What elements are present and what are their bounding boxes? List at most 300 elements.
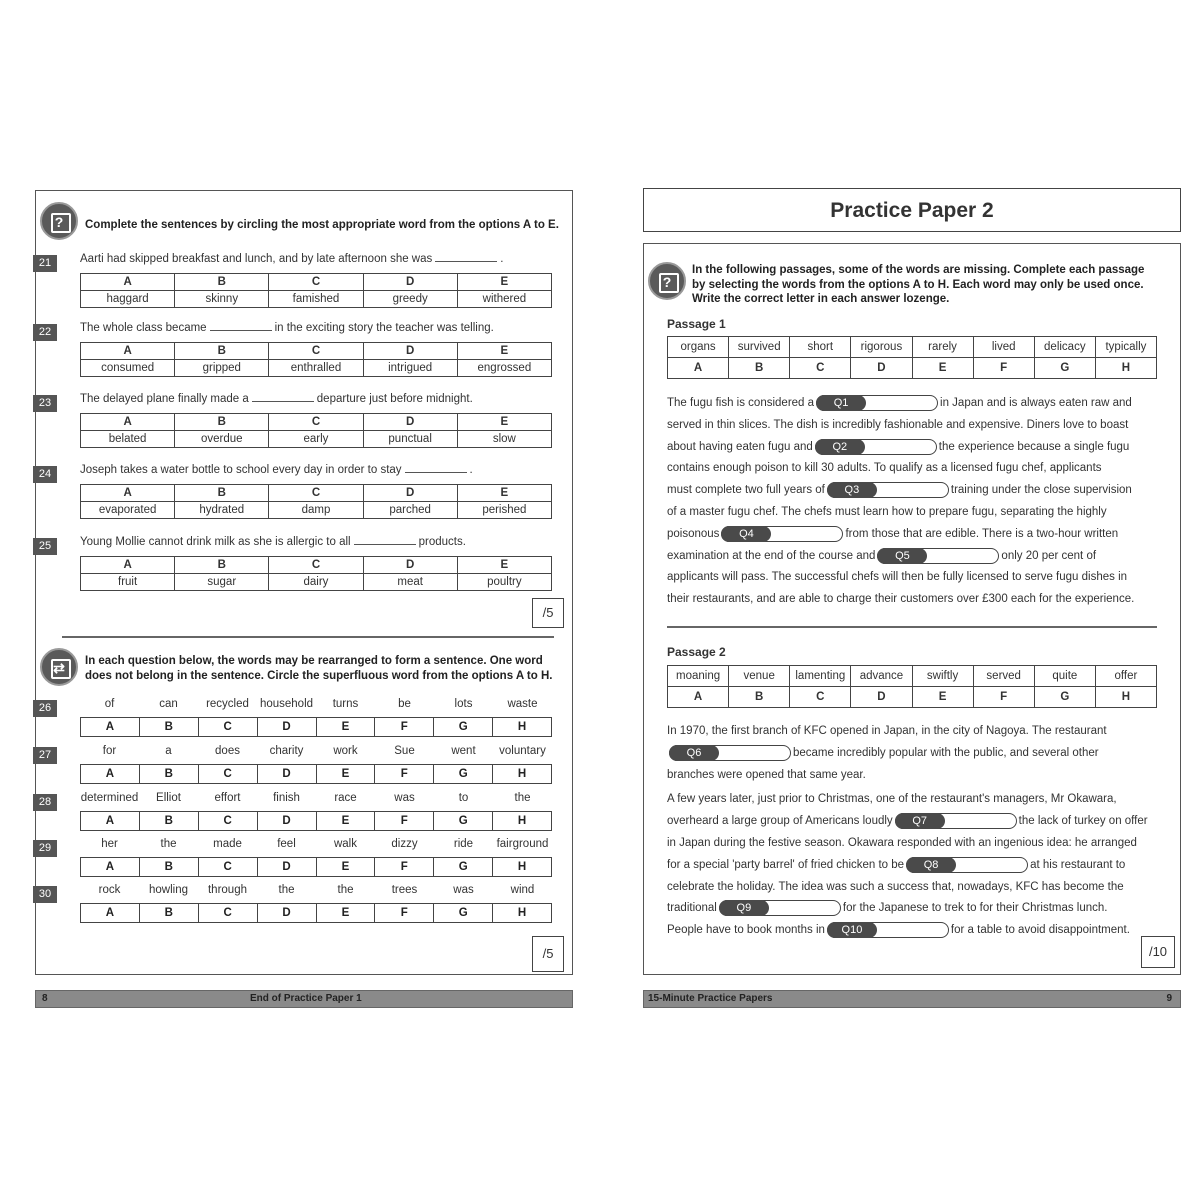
passage-text: at his restaurant to	[1030, 858, 1126, 871]
passage-line	[667, 743, 1162, 765]
word-row	[80, 838, 552, 850]
option-word[interactable]: engrossed	[457, 360, 551, 377]
jumbled-word: dizzy	[391, 838, 418, 850]
jumbled-word: trees	[391, 884, 418, 896]
sentence-start: The whole class became	[80, 322, 207, 334]
answer-lozenge[interactable]	[877, 548, 999, 564]
question-number: 24	[33, 466, 57, 483]
option-letter[interactable]: C	[269, 485, 363, 502]
bank-word: served	[973, 666, 1034, 687]
question-book-icon: ?	[40, 202, 78, 240]
passage-text: overheard a large group of Americans loudly	[667, 815, 893, 828]
sentence-start: Aarti had skipped breakfast and lunch, and by late afternoon she was	[80, 253, 433, 265]
word-row	[80, 698, 552, 710]
bank-word: offer	[1095, 666, 1156, 687]
options-word-row	[81, 360, 552, 377]
question-number: 26	[33, 700, 57, 717]
lozenge-question-label: Q6	[669, 745, 719, 761]
option-letter[interactable]: E	[457, 557, 551, 574]
jumbled-word: recycled	[206, 698, 249, 710]
bank-word: swiftly	[912, 666, 973, 687]
jumbled-word: a	[165, 745, 172, 757]
jumbled-word: determined	[80, 792, 139, 804]
jumbled-word: was	[394, 792, 415, 804]
option-letter[interactable]: A	[81, 557, 175, 574]
left-footer	[35, 990, 573, 1008]
answer-blank	[405, 472, 467, 473]
option-letter[interactable]: G	[434, 904, 493, 923]
bank-word: survived	[729, 337, 790, 358]
option-letter[interactable]: G	[434, 858, 493, 877]
passage-text: must complete two full years of	[667, 484, 825, 497]
options-letter-row	[81, 274, 552, 291]
jumbled-word: of	[104, 698, 115, 710]
options-letter-row	[81, 414, 552, 431]
bank-word: lived	[973, 337, 1034, 358]
option-letter[interactable]: E	[316, 812, 375, 831]
options-letter-row	[81, 343, 552, 360]
option-word[interactable]: perished	[457, 502, 551, 519]
options-word-row	[81, 431, 552, 448]
sentence-start: The delayed plane finally made a	[80, 393, 249, 405]
passage-line	[667, 546, 1162, 568]
letter-options-table	[80, 764, 552, 784]
option-letter[interactable]: G	[434, 765, 493, 784]
option-letter[interactable]: A	[81, 274, 175, 291]
answer-blank	[210, 330, 272, 331]
question-sentence	[80, 464, 473, 476]
jumbled-word: charity	[269, 745, 304, 757]
answer-blank	[252, 401, 314, 402]
letter-options-table	[80, 857, 552, 877]
passage-text: about having eaten fugu and	[667, 440, 813, 453]
option-letter[interactable]: A	[81, 904, 140, 923]
option-word[interactable]: damp	[269, 502, 363, 519]
option-letter[interactable]: E	[316, 904, 375, 923]
passage-line	[667, 502, 1162, 524]
option-word[interactable]: belated	[81, 431, 175, 448]
answer-lozenge[interactable]	[895, 813, 1017, 829]
bank-word-row	[668, 666, 1157, 687]
option-letter[interactable]: D	[363, 343, 457, 360]
lozenge-question-label: Q8	[906, 857, 956, 873]
bank-letter: F	[973, 687, 1034, 708]
option-letter[interactable]: B	[175, 414, 269, 431]
jumbled-word: can	[159, 698, 178, 710]
option-word[interactable]: skinny	[175, 291, 269, 308]
passage-line	[667, 480, 1162, 502]
answer-lozenge[interactable]	[669, 745, 791, 761]
bank-word: typically	[1095, 337, 1156, 358]
option-letter[interactable]: C	[198, 858, 257, 877]
right-footer-text: 15-Minute Practice Papers	[648, 993, 773, 1004]
option-letter[interactable]: D	[257, 718, 316, 737]
bank-letter-row	[668, 687, 1157, 708]
options-table	[80, 273, 552, 308]
jumbled-word: finish	[273, 792, 300, 804]
options-word-row	[81, 502, 552, 519]
passage-divider	[667, 626, 1157, 628]
jumbled-word: rock	[98, 884, 121, 896]
option-word[interactable]: poultry	[457, 574, 551, 591]
bank-word: moaning	[668, 666, 729, 687]
section2-instruction	[85, 654, 565, 683]
letter-row	[81, 904, 552, 923]
word-row	[80, 792, 552, 804]
answer-lozenge[interactable]	[719, 900, 841, 916]
right-instruction	[692, 263, 1172, 307]
passage-text: branches were opened that same year.	[667, 768, 866, 781]
passage-text: A few years later, just prior to Christmas, one of the restaurant's managers, Mr Okawara,	[667, 793, 1117, 806]
jumbled-word: walk	[333, 838, 357, 850]
bank-word: rarely	[912, 337, 973, 358]
question-number: 29	[33, 840, 57, 857]
option-letter[interactable]: C	[269, 343, 363, 360]
passage-text: People have to book months in	[667, 924, 825, 937]
question-book-icon: ?	[648, 262, 686, 300]
bank-word: advance	[851, 666, 912, 687]
option-letter[interactable]: H	[493, 858, 552, 877]
page-title: Practice Paper 2	[643, 188, 1181, 232]
passage1-word-bank	[667, 336, 1157, 379]
passage-text: in Japan and is always eaten raw and	[940, 397, 1132, 409]
left-page-number: 8	[42, 993, 48, 1004]
option-word[interactable]: parched	[363, 502, 457, 519]
passage-line	[667, 765, 1162, 787]
option-letter[interactable]: C	[269, 557, 363, 574]
jumbled-word: household	[259, 698, 314, 710]
lozenge-question-label: Q2	[815, 439, 865, 455]
option-letter[interactable]: D	[363, 414, 457, 431]
option-letter[interactable]: C	[198, 718, 257, 737]
passage-line	[667, 855, 1162, 877]
jumbled-word: turns	[332, 698, 359, 710]
sentence-start: Joseph takes a water bottle to school every day in order to stay	[80, 464, 402, 476]
question-number: 23	[33, 395, 57, 412]
passage-text: celebrate the holiday. The idea was such a success that, nowadays, KFC has become the	[667, 880, 1124, 893]
bank-word-row	[668, 337, 1157, 358]
jumbled-word: howling	[149, 884, 188, 896]
right-footer	[643, 990, 1181, 1008]
passage-text: for a table to avoid disappointment.	[950, 924, 1130, 937]
answer-lozenge[interactable]	[816, 395, 938, 411]
jumbled-word: through	[207, 884, 247, 896]
bank-letter: C	[790, 358, 851, 379]
answer-lozenge[interactable]	[906, 857, 1028, 873]
passage-text: their restaurants, and are able to charge their customers over £300 each for the experience.	[667, 593, 1135, 606]
option-letter[interactable]: D	[363, 485, 457, 502]
option-letter[interactable]: A	[81, 414, 175, 431]
option-word[interactable]: consumed	[81, 360, 175, 377]
option-letter[interactable]: C	[198, 812, 257, 831]
option-letter[interactable]: B	[175, 557, 269, 574]
option-word[interactable]: hydrated	[175, 502, 269, 519]
bank-letter: F	[973, 358, 1034, 379]
lozenge-question-label: Q7	[895, 813, 945, 829]
bank-word: delicacy	[1034, 337, 1095, 358]
bank-letter: D	[851, 687, 912, 708]
bank-letter: G	[1034, 358, 1095, 379]
options-table	[80, 413, 552, 448]
right-page-number: 9	[1166, 993, 1172, 1004]
answer-lozenge[interactable]	[815, 439, 937, 455]
passage-line	[667, 524, 1162, 546]
option-word[interactable]: fruit	[81, 574, 175, 591]
passage-text: contains enough poison to kill 30 adults. To qualify as a licensed fugu chef, applicants	[667, 462, 1102, 475]
option-word[interactable]: haggard	[81, 291, 175, 308]
option-letter[interactable]: B	[175, 343, 269, 360]
option-letter[interactable]: E	[457, 343, 551, 360]
jumbled-word: the	[514, 792, 531, 804]
passage-line	[667, 920, 1162, 942]
passage-text: the experience because a single fugu	[938, 440, 1130, 453]
passage-line	[667, 437, 1162, 459]
option-letter[interactable]: H	[493, 812, 552, 831]
question-number: 27	[33, 747, 57, 764]
option-letter[interactable]: D	[257, 858, 316, 877]
passage-line	[667, 567, 1162, 589]
passage2-word-bank	[667, 665, 1157, 708]
question-number: 30	[33, 886, 57, 903]
option-word[interactable]: gripped	[175, 360, 269, 377]
option-word[interactable]: sugar	[175, 574, 269, 591]
option-letter[interactable]: F	[375, 858, 434, 877]
passage-line	[667, 877, 1162, 899]
option-letter[interactable]: A	[81, 765, 140, 784]
option-letter[interactable]: E	[457, 414, 551, 431]
passage-text: for the Japanese to trek to for their Christmas lunch.	[842, 902, 1108, 915]
jumbled-word: ride	[453, 838, 474, 850]
options-table	[80, 556, 552, 591]
option-word[interactable]: punctual	[363, 431, 457, 448]
option-letter[interactable]: G	[434, 718, 493, 737]
right-instruction-line2: by selecting the words from the options A to H. Each word may only be used once.	[692, 278, 1144, 291]
passage-line	[667, 415, 1162, 437]
bank-word: venue	[729, 666, 790, 687]
bank-letter: A	[668, 687, 729, 708]
options-letter-row	[81, 557, 552, 574]
bank-letter: H	[1095, 687, 1156, 708]
option-word[interactable]: withered	[457, 291, 551, 308]
bank-letter: E	[912, 687, 973, 708]
passage-text: served in thin slices. The dish is incredibly fashionable and expensive. Diners love to boast	[667, 418, 1129, 431]
option-letter[interactable]: D	[257, 904, 316, 923]
lozenge-question-label: Q4	[721, 526, 771, 542]
letter-options-table	[80, 903, 552, 923]
passage-text: training under the close supervision	[950, 484, 1132, 497]
passage-text: poisonous	[667, 527, 720, 540]
question-number: 28	[33, 794, 57, 811]
question-sentence	[80, 393, 473, 405]
passage-line	[667, 811, 1162, 833]
option-letter[interactable]: G	[434, 812, 493, 831]
option-letter[interactable]: C	[269, 274, 363, 291]
option-letter[interactable]: A	[81, 343, 175, 360]
jumbled-word: lots	[454, 698, 473, 710]
options-word-row	[81, 574, 552, 591]
section-divider	[62, 636, 554, 638]
passage-line	[667, 789, 1162, 811]
jumbled-word: waste	[507, 698, 538, 710]
answer-lozenge[interactable]	[721, 526, 843, 542]
bank-letter-row	[668, 358, 1157, 379]
passage-text: the lack of turkey on offer	[1018, 815, 1148, 828]
options-letter-row	[81, 485, 552, 502]
section1-score-box: /5	[532, 598, 564, 628]
option-letter[interactable]: C	[198, 904, 257, 923]
option-letter[interactable]: C	[269, 414, 363, 431]
jumbled-word: went	[451, 745, 476, 757]
option-letter[interactable]: B	[139, 858, 198, 877]
passage-text: In 1970, the first branch of KFC opened in Japan, in the city of Nagoya. The restaurant	[667, 725, 1107, 737]
passage-text: in Japan during the festive season. Okawara responded with an ingenious idea: he arranged	[667, 836, 1137, 849]
option-word[interactable]: slow	[457, 431, 551, 448]
passage-line	[667, 833, 1162, 855]
lozenge-question-label: Q1	[816, 395, 866, 411]
lozenge-question-label: Q10	[827, 922, 877, 938]
sentence-start: Young Mollie cannot drink milk as she is allergic to all	[80, 536, 351, 548]
bank-word: lamenting	[790, 666, 851, 687]
option-letter[interactable]: A	[81, 812, 140, 831]
option-word[interactable]: intrigued	[363, 360, 457, 377]
passage-line	[667, 393, 1162, 415]
option-letter[interactable]: C	[198, 765, 257, 784]
option-letter[interactable]: D	[257, 765, 316, 784]
section2-instruction-line2: does not belong in the sentence. Circle the superfluous word from the options A to H.	[85, 669, 553, 682]
left-footer-text: End of Practice Paper 1	[250, 993, 362, 1004]
passage-text: became incredibly popular with the public, and several other	[793, 746, 1099, 759]
jumbled-word: for	[102, 745, 117, 757]
passage-text: for a special 'party barrel' of fried chicken to be	[667, 858, 905, 871]
section2-instruction-line1: In each question below, the words may be rearranged to form a sentence. One word	[85, 655, 543, 667]
letter-row	[81, 718, 552, 737]
jumbled-word: the	[160, 838, 177, 850]
option-letter[interactable]: A	[81, 858, 140, 877]
option-letter[interactable]: B	[139, 904, 198, 923]
option-word[interactable]: meat	[363, 574, 457, 591]
option-word[interactable]: famished	[269, 291, 363, 308]
jumbled-word: effort	[214, 792, 241, 804]
passage-text: of a master fugu chef. The chefs must learn how to prepare fugu, separating the highly	[667, 505, 1107, 518]
option-letter[interactable]: E	[316, 718, 375, 737]
jumbled-word: made	[213, 838, 242, 850]
option-letter[interactable]: D	[363, 557, 457, 574]
option-word[interactable]: enthralled	[269, 360, 363, 377]
option-letter[interactable]: B	[175, 485, 269, 502]
answer-blank	[354, 544, 416, 545]
answer-lozenge[interactable]	[827, 482, 949, 498]
option-letter[interactable]: E	[457, 274, 551, 291]
letter-row	[81, 858, 552, 877]
option-word[interactable]: dairy	[269, 574, 363, 591]
question-sentence	[80, 536, 466, 548]
jumbled-word: Elliot	[156, 792, 181, 804]
option-letter[interactable]: A	[81, 485, 175, 502]
passage-text: applicants will pass. The successful chefs will then be fully licensed to serve fugu dishes in	[667, 571, 1128, 584]
jumbled-word: feel	[277, 838, 296, 850]
answer-lozenge[interactable]	[827, 922, 949, 938]
option-letter[interactable]: F	[375, 718, 434, 737]
bank-word: organs	[668, 337, 729, 358]
option-letter[interactable]: B	[175, 274, 269, 291]
options-word-row	[81, 291, 552, 308]
option-letter[interactable]: F	[375, 904, 434, 923]
passage-text: traditional	[667, 902, 717, 915]
option-letter[interactable]: B	[139, 718, 198, 737]
passage1-text	[667, 393, 1162, 611]
letter-row	[81, 765, 552, 784]
option-letter[interactable]: H	[493, 765, 552, 784]
question-sentence	[80, 322, 494, 334]
sentence-end: in the exciting story the teacher was telling.	[274, 322, 494, 334]
jumbled-word: was	[453, 884, 474, 896]
options-table	[80, 342, 552, 377]
jumbled-word: work	[333, 745, 358, 757]
options-table	[80, 484, 552, 519]
lozenge-question-label: Q5	[877, 548, 927, 564]
option-letter[interactable]: E	[316, 858, 375, 877]
jumbled-word: the	[337, 884, 354, 896]
option-letter[interactable]: E	[316, 765, 375, 784]
option-letter[interactable]: H	[493, 904, 552, 923]
option-letter[interactable]: H	[493, 718, 552, 737]
option-letter[interactable]: B	[139, 812, 198, 831]
answer-blank	[435, 261, 497, 262]
passage-text: The fugu fish is considered a	[667, 397, 815, 409]
jumbled-word: Sue	[394, 745, 415, 757]
option-letter[interactable]: F	[375, 765, 434, 784]
bank-letter: B	[729, 687, 790, 708]
passage2-text	[667, 721, 1162, 942]
bank-letter: D	[851, 358, 912, 379]
letter-options-table	[80, 811, 552, 831]
sentence-end: products.	[418, 536, 466, 548]
letter-options-table	[80, 717, 552, 737]
bank-letter: H	[1095, 358, 1156, 379]
option-letter[interactable]: D	[363, 274, 457, 291]
jumbled-word: voluntary	[499, 745, 546, 757]
lozenge-question-label: Q9	[719, 900, 769, 916]
bank-letter: E	[912, 358, 973, 379]
sentence-end: .	[469, 464, 473, 476]
option-word[interactable]: evaporated	[81, 502, 175, 519]
bank-letter: A	[668, 358, 729, 379]
option-letter[interactable]: B	[139, 765, 198, 784]
bank-word: short	[790, 337, 851, 358]
option-letter[interactable]: D	[257, 812, 316, 831]
jumbled-word: the	[278, 884, 295, 896]
option-word[interactable]: overdue	[175, 431, 269, 448]
option-letter[interactable]: F	[375, 812, 434, 831]
sentence-end: departure just before midnight.	[316, 393, 473, 405]
passage-line	[667, 458, 1162, 480]
option-letter[interactable]: A	[81, 718, 140, 737]
jumbled-word: race	[334, 792, 357, 804]
option-word[interactable]: greedy	[363, 291, 457, 308]
bank-letter: G	[1034, 687, 1095, 708]
option-letter[interactable]: E	[457, 485, 551, 502]
section1-instruction: Complete the sentences by circling the most appropriate word from the options A to E.	[85, 219, 559, 231]
question-number: 22	[33, 324, 57, 341]
passage2-label: Passage 2	[667, 645, 726, 659]
jumbled-word: be	[398, 698, 411, 710]
option-word[interactable]: early	[269, 431, 363, 448]
jumbled-word: her	[101, 838, 118, 850]
letter-row	[81, 812, 552, 831]
passage-line	[667, 589, 1162, 611]
passage-text: examination at the end of the course and	[667, 549, 876, 562]
sentence-end: .	[500, 253, 504, 265]
